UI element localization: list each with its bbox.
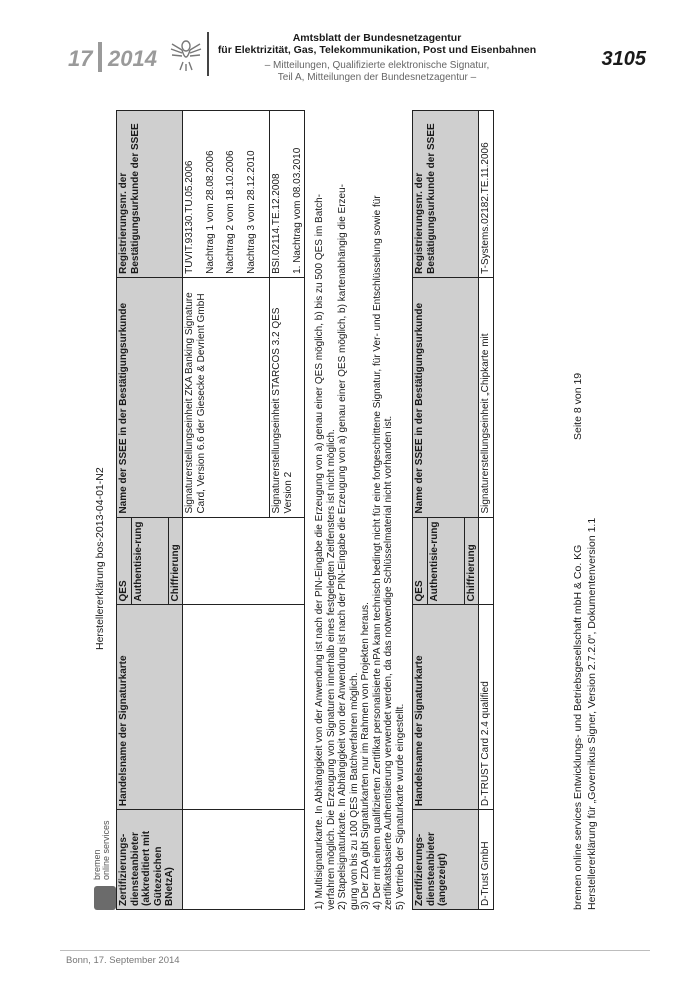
reg-no: BSI.02114.TE.12.2008	[271, 173, 282, 274]
reg-no-cell	[270, 111, 305, 278]
notified-providers-table	[412, 110, 494, 910]
reg-addendum: Nachtrag 2 vom 18.10.2006	[225, 150, 236, 274]
footnote: verfahren möglich. Die Erzeugung von Signaturen innerhalb eines festgelegten Zeitfensters ist nicht möglich.	[325, 429, 337, 910]
header-trade-name: Handelsname der Signaturkarte	[413, 605, 479, 810]
header-divider	[98, 42, 102, 72]
header-auth: Authentisie-rung	[131, 517, 168, 605]
reg-no: TUVIT.93130.TU.05.2006	[184, 160, 195, 274]
issue-year: 2014	[108, 46, 157, 71]
gazette-title-line2: für Elektrizität, Gas, Telekommunikation, Post und Eisenbahnen	[217, 44, 537, 56]
footnote: 2) Stapelsignaturkarte. In Abhängigkeit von der Anwendung ist nach der PIN-Eingabe die Erzeugung von a) genau einer QES möglich, b) kartenabhängig die Erzeu-	[337, 183, 348, 910]
header-trade-name: Handelsname der Signaturkarte	[117, 605, 183, 810]
provider-cell: D-Trust GmbH	[479, 810, 494, 910]
ssee-name-cell: Signaturerstellungseinheit „Chipkarte mit	[479, 277, 494, 517]
ssee-name-cell: Signaturerstellungseinheit STARCOS 3.2 QES Version 2	[270, 277, 305, 517]
footnotes	[314, 110, 406, 910]
header-qes: QES	[413, 517, 428, 605]
header-provider: Zertifizierungs-diensteanbieter (akkreditiert mit Gütezeichen BNetzA)	[117, 810, 183, 910]
footnote: 5) Vertrieb der Signaturkarte wurde eingestellt.	[394, 703, 406, 910]
gazette-subtitle-line2: Teil A, Mitteilungen der Bundesnetzagentur –	[277, 72, 477, 83]
reg-addendum: 1. Nachtrag vom 08.03.2010	[291, 147, 303, 274]
logo-mark	[94, 886, 116, 910]
company-name: bremen online services Entwicklungs- und Betriebsgesellschaft mbH & Co. KG	[572, 544, 584, 910]
footnote: 4) Der mit einem qualifizierten Zertifikat personalisierte nPA kann technisch bedingt nicht für eine fortgeschrittene Signatur, für Ver- und Entschlüsselung sowie für	[371, 195, 383, 910]
gazette-subtitle: – Mitteilungen, Qualifizierte elektronische Signatur,	[264, 60, 490, 71]
rotated-page	[90, 110, 650, 910]
gazette-title: Amtsblatt der Bundesnetzagentur	[292, 32, 462, 44]
footnote: zertifikatsbasierte Authentisierung verwendet werden, da das notwendige Schlüsselmaterial nicht vorhanden ist.	[383, 415, 394, 910]
table-cell-empty	[479, 517, 494, 605]
footnote: gung von bis zu 100 QES im Batchverfahren möglich.	[348, 672, 360, 910]
logo-text: bremen	[92, 849, 102, 880]
header-reg-no: Registrierungsnr. der Bestätigungsurkunde der SSEE	[117, 111, 183, 278]
header-qes: QES	[117, 517, 132, 605]
table-row	[183, 111, 270, 910]
certified-providers-table	[116, 110, 305, 910]
header-chiff: Chiffrierung	[464, 517, 479, 605]
ssee-name-cell: Signaturerstellungseinheit ZKA Banking Signature Card, Version 6.6 der Giesecke & Devrient GmbH	[183, 277, 270, 517]
document-title: Herstellererklärung bos-2013-04-01-N2	[94, 467, 106, 650]
header-chiff: Chiffrierung	[168, 517, 183, 605]
reg-no-cell	[183, 111, 270, 278]
logo-text-2: online services	[101, 820, 111, 880]
reg-no-cell: T-Systems.02182.TE.11.2006	[479, 111, 494, 278]
table-cell-empty	[183, 605, 305, 810]
footnote: 3) Der ZDA gibt Signaturkarten nur im Rahmen von Projekten heraus.	[360, 602, 371, 910]
header-reg-no: Registrierungsnr. der Bestätigungsurkunde der SSEE	[413, 111, 479, 278]
header-ssee-name: Name der SSEE in der Bestätigungsurkunde	[117, 277, 183, 517]
table-cell-empty	[183, 517, 305, 605]
page-number: 3105	[601, 48, 646, 70]
table-row	[479, 111, 494, 910]
footnote: 1) Multisignaturkarte. In Abhängigkeit von der Anwendung ist nach der PIN-Eingabe die Erzeugung von a) genau einer QES möglich, b) bis zu 500 QES im Batch-	[314, 194, 325, 910]
header-rule	[207, 32, 209, 76]
footer-rule	[60, 950, 650, 951]
header-provider: Zertifizierungs-diensteanbieter (angezeigt)	[413, 810, 479, 910]
reg-addendum: Nachtrag 3 vom 28.12.2010	[245, 150, 257, 274]
trade-name-cell: D-TRUST Card 2.4 qualified	[479, 605, 494, 810]
issue-number: 17	[68, 46, 93, 71]
header-ssee-name: Name der SSEE in der Bestätigungsurkunde	[413, 277, 479, 517]
footer-date: Bonn, 17. September 2014	[66, 955, 180, 966]
federal-eagle-icon	[168, 34, 204, 74]
reg-addendum: Nachtrag 1 vom 28.08.2006	[204, 150, 216, 274]
table-cell-empty	[183, 810, 305, 910]
declaration-line: Herstellererklärung für „Governikus Signer, Version 2.7.2.0“, Dokumentenversion 1.1	[586, 517, 598, 910]
header-auth: Authentisie-rung	[427, 517, 464, 605]
page-indicator: Seite 8 von 19	[572, 372, 584, 440]
